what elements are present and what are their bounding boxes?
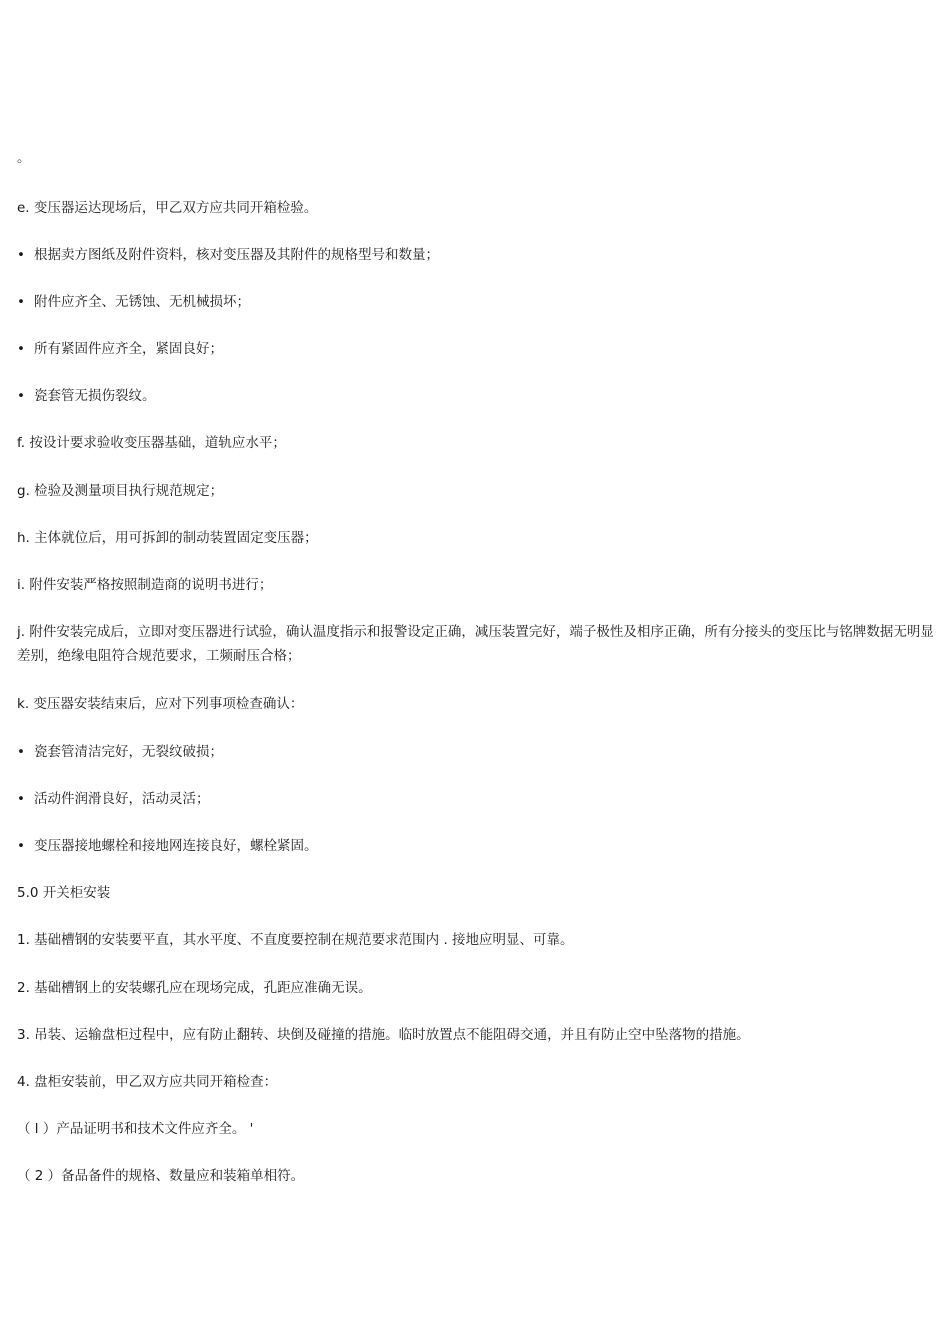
bullet-text: 附件应齐全、无锈蚀、无机械损坏； <box>34 294 250 310</box>
text-paragraph <box>17 620 937 668</box>
text-line <box>17 928 937 952</box>
bullet-icon: • <box>17 388 25 404</box>
bullet-text: 变压器接地螺栓和接地网连接良好，螺栓紧固。 <box>34 838 318 854</box>
bullet-text: 瓷套管无损伤裂纹。 <box>34 388 156 404</box>
bullet-icon: • <box>17 838 25 854</box>
text-line <box>17 1164 937 1188</box>
bullet-item <box>17 243 937 267</box>
line-text: 2. 基础槽钢上的安装螺孔应在现场完成，孔距应准确无误。 <box>17 980 372 996</box>
line-text: f. 按设计要求验收变压器基础，道轨应水平； <box>17 435 286 451</box>
bullet-icon: • <box>17 294 25 310</box>
text-line <box>17 479 937 503</box>
bullet-item <box>17 384 937 408</box>
line-text: 4. 盘柜安装前，甲乙双方应共同开箱检查： <box>17 1074 278 1090</box>
bullet-text: 瓷套管清洁完好，无裂纹破损； <box>34 744 223 760</box>
line-text: （ 2 ）备品备件的规格、数量应和装箱单相符。 <box>17 1168 305 1184</box>
bullet-icon: • <box>17 791 25 807</box>
line-text: （ l ）产品证明书和技术文件应齐全。 ' <box>17 1121 254 1137</box>
line-text: 3. 吊装、运输盘柜过程中，应有防止翻转、块倒及碰撞的措施。临时放置点不能阻碍交通，并且有防止空中坠落物的措施。 <box>17 1027 750 1043</box>
bullet-text: 所有紧固件应齐全，紧固良好； <box>34 341 223 357</box>
bullet-icon: • <box>17 247 25 263</box>
text-line <box>17 1117 937 1141</box>
line-text: i. 附件安装严格按照制造商的说明书进行； <box>17 577 273 593</box>
text-line <box>17 1070 937 1094</box>
text-line <box>17 431 937 455</box>
text-line <box>17 976 937 1000</box>
bullet-icon: • <box>17 744 25 760</box>
bullet-item <box>17 787 937 811</box>
section-heading <box>17 881 937 905</box>
line-text: 1. 基础槽钢的安装要平直，其水平度、不直度要控制在规范要求范围内 . 接地应明显、可靠。 <box>17 932 574 948</box>
line-text: 。 <box>17 150 31 166</box>
line-text: g. 检验及测量项目执行规范规定； <box>17 483 224 499</box>
text-line <box>17 526 937 550</box>
bullet-text: 活动件润滑良好，活动灵活； <box>34 791 210 807</box>
line-text: e. 变压器运达现场后，甲乙双方应共同开箱检验。 <box>17 200 318 216</box>
bullet-item <box>17 290 937 314</box>
bullet-item <box>17 740 937 764</box>
text-line <box>17 146 937 170</box>
bullet-item <box>17 834 937 858</box>
paragraph-text: j. 附件安装完成后，立即对变压器进行试验，确认温度指示和报警设定正确，减压装置完好，端子极性及相序正确，所有分接头的变压比与铭牌数据无明显差别，绝缘电阻符合规范要求，工频耐压合格； <box>17 624 934 664</box>
heading-text: 5.0 开关柜安装 <box>17 885 111 901</box>
bullet-text: 根据卖方图纸及附件资料，核对变压器及其附件的规格型号和数量； <box>34 247 439 263</box>
line-text: k. 变压器安装结束后，应对下列事项检查确认： <box>17 696 304 712</box>
line-text: h. 主体就位后，用可拆卸的制动装置固定变压器； <box>17 530 318 546</box>
text-line <box>17 1023 937 1047</box>
text-line <box>17 196 937 220</box>
text-line <box>17 573 937 597</box>
bullet-icon: • <box>17 341 25 357</box>
text-line <box>17 692 937 716</box>
bullet-item <box>17 337 937 361</box>
